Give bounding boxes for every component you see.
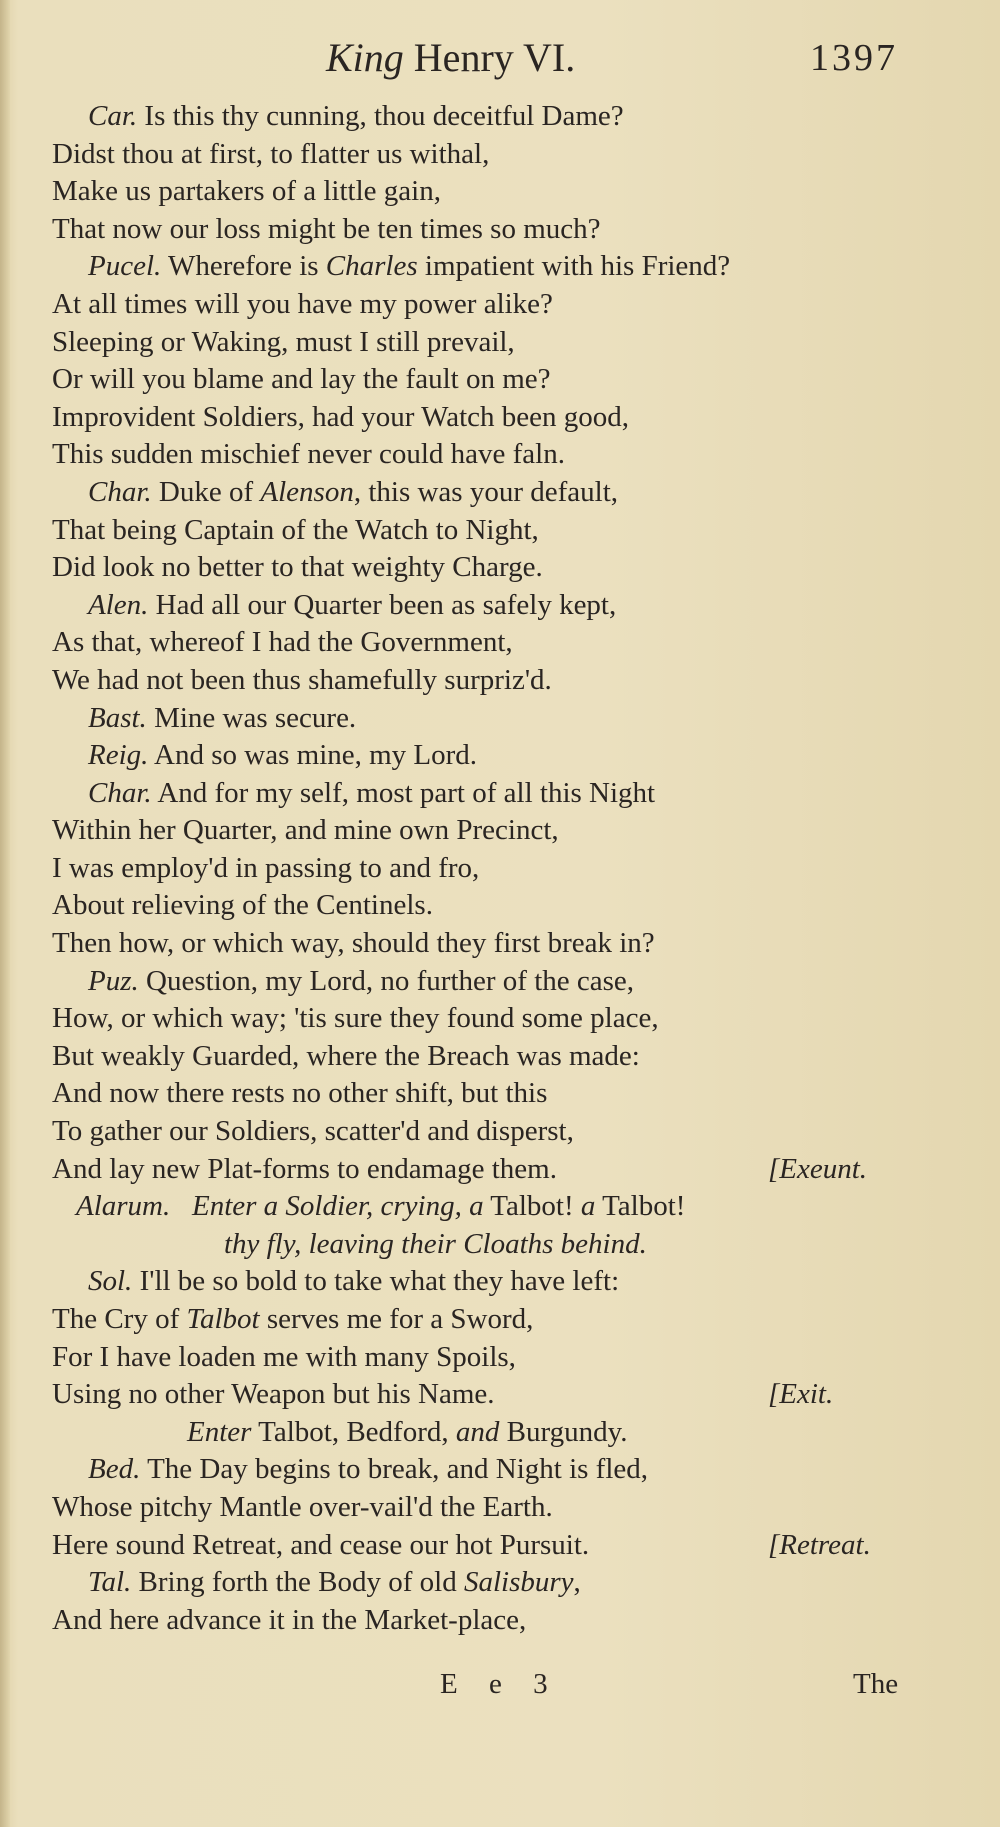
- speaker-name: Alen.: [88, 588, 149, 621]
- line-text: Is this thy cunning, thou deceitful Dame?: [137, 100, 624, 132]
- page-footer: [0, 1668, 1000, 1708]
- text-line: [0, 1151, 1000, 1189]
- line-text: Duke of: [151, 475, 261, 508]
- italic-name: Charles: [325, 250, 418, 283]
- line-text: Here sound Retreat, and cease our hot Pursuit.: [52, 1528, 590, 1561]
- speaker-name: Reig.: [88, 739, 149, 772]
- text-line: [0, 549, 1000, 587]
- speaker-name: Pucel.: [88, 250, 162, 283]
- line-text: That being Captain of the Watch to Night,: [52, 513, 539, 546]
- text-line: [0, 136, 1000, 174]
- text-line: [0, 1263, 1000, 1301]
- text-line: [0, 624, 1000, 662]
- stage-direction-text: thy fly, leaving their Cloaths behind.: [224, 1227, 647, 1260]
- italic-name: Alenson: [260, 475, 354, 508]
- text-line: [0, 925, 1000, 963]
- text-line: [0, 1000, 1000, 1038]
- line-text: And lay new Plat-forms to endamage them.: [52, 1152, 557, 1185]
- text-line: [0, 850, 1000, 888]
- text-line: [0, 963, 1000, 1001]
- line-text: Sleeping or Waking, must I still prevail,: [52, 325, 515, 358]
- text-line: [0, 399, 1000, 437]
- text-line: [0, 737, 1000, 775]
- text-line: [0, 1451, 1000, 1489]
- line-text: And now there rests no other shift, but this: [52, 1077, 548, 1110]
- line-text: Had all our Quarter been as safely kept,: [148, 588, 617, 621]
- text-line: [0, 775, 1000, 813]
- running-title-rest: Henry VI.: [403, 35, 576, 80]
- stage-direction-text: Enter a Soldier, crying, a: [192, 1190, 484, 1223]
- speaker-name: Char.: [88, 776, 152, 809]
- line-text: Mine was secure.: [146, 701, 357, 734]
- line-text: Did look no better to that weighty Charge.: [52, 551, 543, 584]
- line-text: I was employ'd in passing to and fro,: [52, 851, 480, 884]
- line-text: For I have loaden me with many Spoils,: [52, 1340, 516, 1373]
- text-line: [0, 98, 1000, 136]
- line-text: Whose pitchy Mantle over-vail'd the Earth.: [52, 1490, 553, 1523]
- text-line: [0, 436, 1000, 474]
- text-line: [0, 248, 1000, 286]
- speaker-name: Char.: [88, 475, 152, 508]
- line-text: And for my self, most part of all this Night: [151, 776, 656, 809]
- line-text: But weakly Guarded, where the Breach was made:: [52, 1039, 640, 1072]
- speaker-name: Bed.: [88, 1453, 141, 1486]
- running-title: [326, 34, 575, 81]
- text-line: [0, 1527, 1000, 1565]
- line-text: I'll be so bold to take what they have left:: [132, 1265, 620, 1298]
- speaker-name: Puz.: [88, 964, 139, 997]
- page-number: 1397: [810, 37, 898, 79]
- stage-direction-text: a: [580, 1190, 596, 1223]
- line-text: Bring forth the Body of old: [131, 1566, 464, 1599]
- line-text: serves me for a Sword,: [259, 1303, 534, 1335]
- text-line: [0, 1489, 1000, 1527]
- line-text: Wherefore is: [161, 250, 326, 283]
- line-text: And so was mine, my Lord.: [148, 739, 478, 772]
- text-line: [0, 211, 1000, 249]
- line-text: That now our loss might be ten times so much?: [52, 212, 601, 245]
- signature-mark: E e 3: [440, 1668, 560, 1700]
- line-text: Using no other Weapon but his Name.: [52, 1378, 495, 1411]
- line-text: Question, my Lord, no further of the case,: [138, 964, 635, 997]
- text-line: [0, 700, 1000, 738]
- stage-direction-line: [0, 1188, 1000, 1226]
- stage-direction-retreat: [Retreat.: [768, 1528, 871, 1561]
- stage-direction-name: Talbot!: [595, 1190, 686, 1223]
- stage-direction-text: and: [455, 1415, 500, 1448]
- stage-direction-name: Talbot!: [483, 1190, 581, 1223]
- line-text: Improvident Soldiers, had your Watch been good,: [52, 400, 630, 433]
- text-line: [0, 512, 1000, 550]
- text-line: [0, 1301, 1000, 1339]
- text-line: [0, 1075, 1000, 1113]
- line-text: This sudden mischief never could have faln.: [52, 438, 565, 471]
- text-line: [0, 887, 1000, 925]
- line-text: Didst thou at first, to flatter us withal,: [52, 137, 490, 170]
- text-line: [0, 1376, 1000, 1414]
- speaker-name: Tal.: [88, 1566, 132, 1599]
- speaker-name: Sol.: [88, 1265, 133, 1298]
- stage-direction-name: Talbot, Bedford,: [251, 1415, 456, 1448]
- line-text: Or will you blame and lay the fault on me?: [52, 363, 551, 396]
- text-line: [0, 812, 1000, 850]
- line-text: We had not been thus shamefully surpriz'd.: [52, 663, 552, 696]
- line-text: Within her Quarter, and mine own Precinct,: [52, 814, 559, 847]
- line-text: The Day begins to break, and Night is fled,: [140, 1453, 648, 1486]
- stage-direction-name: Burgundy.: [499, 1415, 628, 1448]
- line-text: To gather our Soldiers, scatter'd and disperst,: [52, 1115, 574, 1148]
- text-line: [0, 662, 1000, 700]
- line-text: Then how, or which way, should they first break in?: [52, 927, 655, 960]
- text-line: [0, 286, 1000, 324]
- speaker-name: Car.: [88, 100, 138, 132]
- alarum-label: Alarum.: [76, 1190, 171, 1223]
- stage-direction-line: [0, 1414, 1000, 1452]
- page-header: [0, 30, 1000, 90]
- italic-name: Talbot: [186, 1303, 260, 1335]
- running-title-italic: King: [326, 35, 404, 80]
- italic-name: Salisbury: [463, 1566, 574, 1599]
- line-text: , this was your default,: [353, 475, 619, 508]
- text-line: [0, 1038, 1000, 1076]
- text-line: [0, 587, 1000, 625]
- stage-direction-text: Enter: [187, 1415, 252, 1448]
- text-line: [0, 173, 1000, 211]
- line-text: About relieving of the Centinels.: [52, 889, 433, 922]
- stage-direction-line: [0, 1226, 1000, 1264]
- line-text: ,: [573, 1566, 581, 1599]
- text-line: [0, 1602, 1000, 1640]
- text-line: [0, 1339, 1000, 1377]
- line-text: Make us partakers of a little gain,: [52, 175, 441, 208]
- text-line: [0, 474, 1000, 512]
- line-text: impatient with his Friend?: [417, 250, 731, 283]
- text-line: [0, 324, 1000, 362]
- play-text: [0, 98, 1000, 1639]
- text-line: [0, 1113, 1000, 1151]
- stage-direction-exit: [Exit.: [768, 1378, 834, 1411]
- text-line: [0, 361, 1000, 399]
- speaker-name: Bast.: [88, 701, 147, 734]
- line-text: The Cry of: [52, 1303, 187, 1335]
- line-text: And here advance it in the Market-place,: [52, 1603, 527, 1636]
- text-line: [0, 1564, 1000, 1602]
- line-text: At all times will you have my power alike?: [52, 287, 553, 320]
- line-text: As that, whereof I had the Government,: [52, 626, 513, 659]
- catchword: The: [853, 1668, 899, 1700]
- line-text: How, or which way; 'tis sure they found some place,: [52, 1002, 659, 1035]
- stage-direction-exeunt: [Exeunt.: [768, 1152, 868, 1185]
